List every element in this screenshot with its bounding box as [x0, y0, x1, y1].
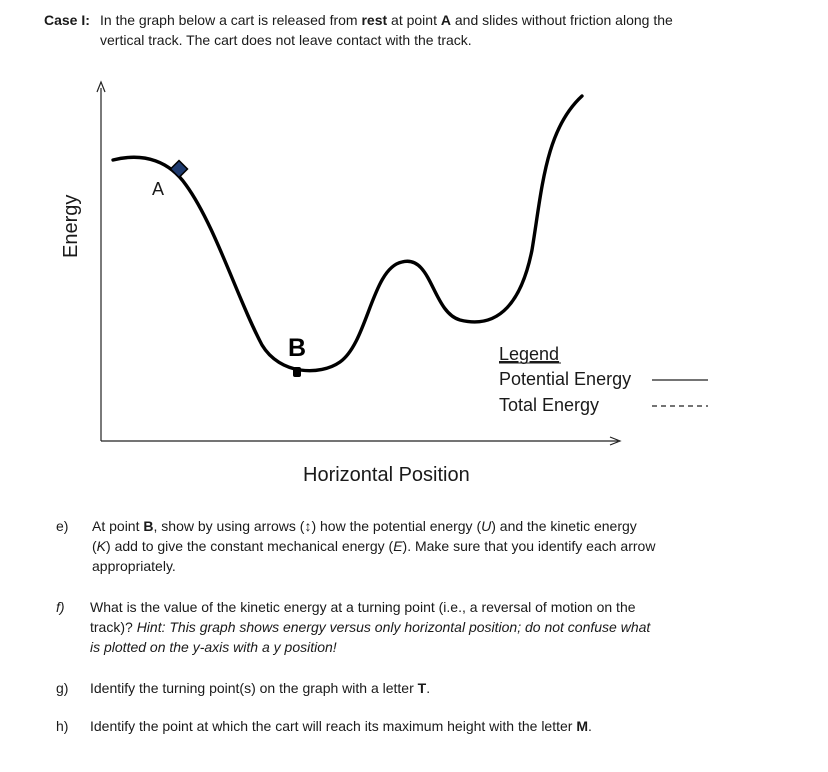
legend-title: Legend [499, 344, 560, 364]
question-h [56, 716, 756, 736]
question-h-text: Identify the point at which the cart will reach its maximum height with the letter M. [90, 718, 592, 734]
question-g-label: g) [56, 680, 69, 696]
up-down-arrow-icon: ↕ [304, 518, 312, 534]
question-g-text: Identify the turning point(s) on the graph with a letter T. [90, 680, 431, 696]
question-h-label: h) [56, 718, 69, 734]
question-g [56, 678, 756, 698]
question-f [56, 597, 756, 657]
cart-marker [171, 161, 188, 178]
intro-line-1: Case I: In the graph below a cart is released from rest at point A and slides without friction along the [44, 12, 673, 28]
case-label: Case I: [44, 12, 90, 28]
question-f-text: What is the value of the kinetic energy at a turning point (i.e., a reversal of motion on the track)? Hint: This graph shows energy versus only horizontal position; do not confuse what is plotted on the y-axis with a y position! [90, 599, 651, 655]
point-a-label: A [152, 179, 165, 199]
cart-marker-b [293, 367, 301, 377]
question-e-label: e) [56, 518, 69, 534]
legend-total-label: Total Energy [499, 395, 600, 415]
question-f-label: f) [56, 599, 65, 615]
question-e [56, 516, 756, 576]
x-axis-label: Horizontal Position [303, 464, 470, 486]
legend-potential-label: Potential Energy [499, 369, 632, 389]
intro-line-2: vertical track. The cart does not leave contact with the track. [100, 32, 472, 48]
y-axis-label: Energy [60, 194, 82, 258]
legend [499, 344, 708, 415]
question-e-text: At point B, show by using arrows (↕) how the potential energy (U) and the kinetic energy (K) add to give the constant mechanical energy (E). Make sure that you identify each arrow appropriately. [92, 518, 656, 574]
potential-energy-curve [113, 96, 582, 371]
point-b-label: B [288, 334, 307, 362]
